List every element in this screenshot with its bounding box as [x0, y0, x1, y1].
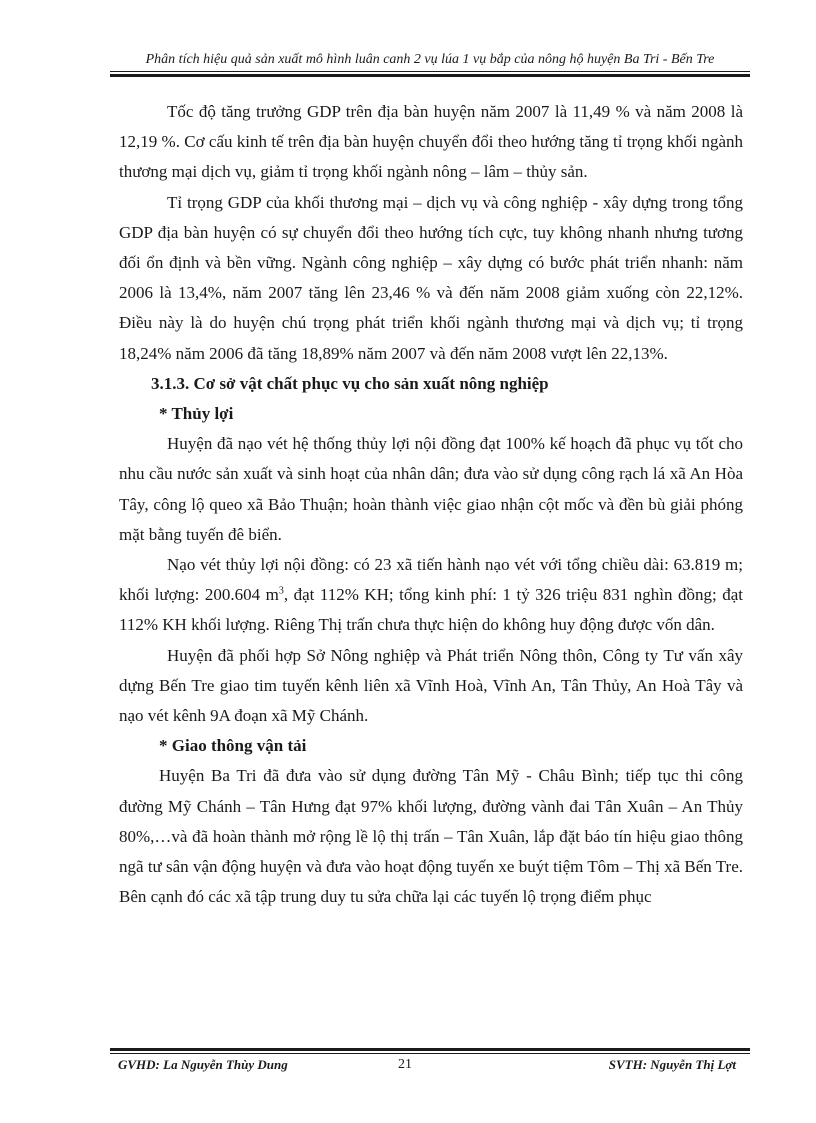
running-header: Phân tích hiệu quả sản xuất mô hình luân canh 2 vụ lúa 1 vụ bắp của nông hộ huyện Ba Tri - Bến Tre [145, 52, 715, 67]
subheading-irrigation: * Thủy lợi [159, 404, 234, 424]
paragraph-gdp-growth: Tốc độ tăng trưởng GDP trên địa bàn huyện năm 2007 là 11,49 % và năm 2008 là 12,19 %. Cơ cấu kinh tế trên địa bàn huyện chuyển đổi theo hướng tăng tỉ trọng khối ngành thương mại dịch vụ, giảm tỉ trọng khối ngành nông – lâm – thủy sản. [119, 102, 743, 182]
section-heading: 3.1.3. Cơ sở vật chất phục vụ cho sản xuất nông nghiệp [151, 373, 549, 393]
footer-rule-thick [110, 1048, 750, 1051]
dredging-text-b: , đạt 112% KH; tổng kinh phí: 1 tỷ 326 triệu 831 nghìn đồng; đạt 112% KH khối lượng. Riêng Thị trấn chưa thực hiện do không huy động được vốn dân. [119, 585, 743, 635]
header-rule-thin [110, 71, 750, 72]
page-number: 21 [398, 1057, 412, 1072]
paragraph-transport: Huyện Ba Tri đã đưa vào sử dụng đường Tân Mỹ - Châu Bình; tiếp tục thi công đường Mỹ Chánh – Tân Hưng đạt 97% khối lượng, đường vành đai Tân Xuân – An Thủy 80%,…và đã hoàn thành mở rộng lề lộ thị trấn – Tân Xuân, lắp đặt báo tín hiệu giao thông ngã tư sân vận động huyện và đưa vào hoạt động tuyến xe buýt tiệm Tôm – Thị xã Bến Tre. Bên cạnh đó các xã tập trung duy tu sửa chữa lại các tuyến lộ trọng điểm phục [119, 766, 743, 907]
header-rule-thick [110, 74, 750, 77]
paragraph-dredging [119, 550, 743, 641]
page-body [119, 97, 743, 912]
paragraph-gdp-structure: Tỉ trọng GDP của khối thương mại – dịch vụ và công nghiệp - xây dựng trong tổng GDP địa bàn huyện có sự chuyển đổi theo hướng tích cực, tuy không nhanh nhưng tương đối ổn định và bền vững. Ngành công nghiệp – xây dựng có bước phát triển nhanh: năm 2006 là 13,4%, năm 2007 tăng lên 23,46 % và đến năm 2008 giảm xuống còn 22,12%. Điều này là do huyện chú trọng phát triển khối ngành thương mại và dịch vụ; tỉ trọng 18,24% năm 2006 đã tăng 18,89% năm 2007 và đến năm 2008 vượt lên 22,13%. [119, 192, 743, 363]
paragraph-irrigation: Huyện đã nạo vét hệ thống thủy lợi nội đồng đạt 100% kế hoạch đã phục vụ tốt cho nhu cầu nước sản xuất và sinh hoạt của nhân dân; đưa vào sử dụng công rạch lá xã An Hòa Tây, công lộ queo xã Bảo Thuận; hoàn thành việc giao nhận cột mốc và đền bù giải phóng mặt bằng tuyến đê biển. [119, 434, 743, 544]
footer-rule-thin [110, 1053, 750, 1054]
paragraph-coordination: Huyện đã phối hợp Sở Nông nghiệp và Phát triển Nông thôn, Công ty Tư vấn xây dựng Bến Tre giao tim tuyến kênh liên xã Vĩnh Hoà, Vĩnh An, Tân Thủy, An Hoà Tây và nạo vét kênh 9A đoạn xã Mỹ Chánh. [119, 645, 743, 726]
dredging-text-a: Nạo vét thủy lợi nội đồng: có 23 xã tiến hành nạo vét với tổng chiều dài: 63.819 m; khối lượng: 200.604 m [119, 555, 743, 605]
footer-student: SVTH: Nguyễn Thị Lợt [608, 1057, 736, 1072]
superscript: 3 [278, 585, 284, 597]
subheading-transport: * Giao thông vận tải [159, 736, 307, 756]
footer-instructor: GVHD: La Nguyễn Thùy Dung [118, 1057, 288, 1072]
